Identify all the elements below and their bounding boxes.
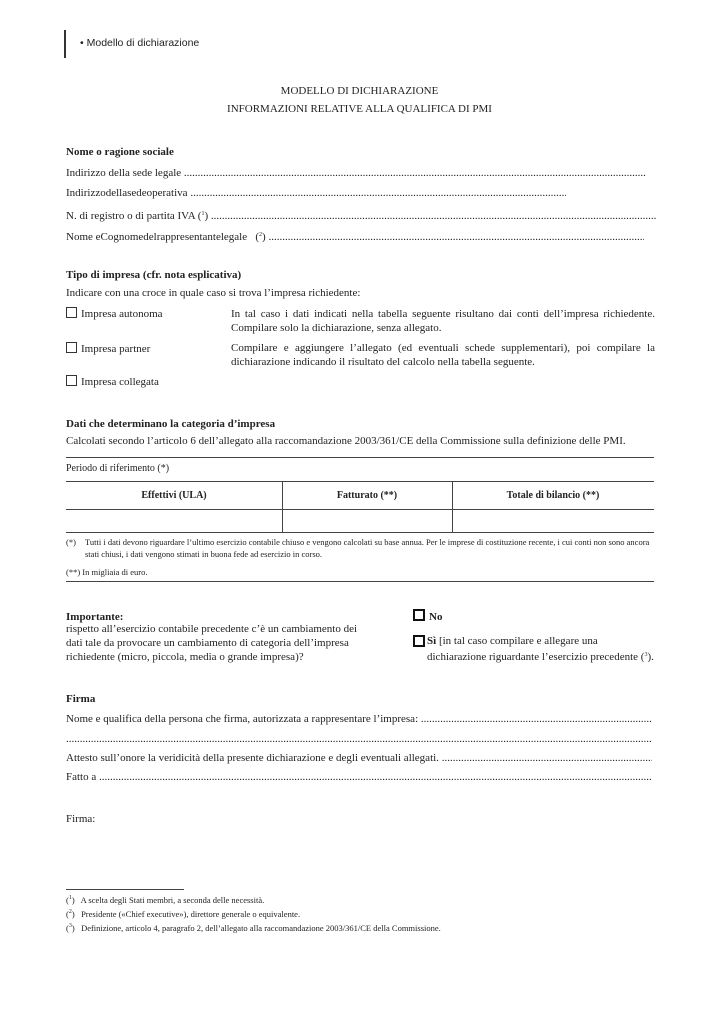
important-heading: Importante:: [66, 611, 124, 623]
header-rule: [64, 30, 66, 58]
footnote-2: ($^2$) Presidente («Chief executive»), direttore generale o equivalente.: [66, 909, 301, 919]
column-balance-sheet: Totale di bilancio (**): [506, 490, 600, 501]
column-employees: Effettivi (ULA): [141, 490, 207, 501]
company-name-heading: Nome o ragione sociale: [66, 146, 174, 158]
company-type-instruction: Indicare con una croce in quale caso si trova l’impresa richiedente:: [66, 287, 361, 299]
table-header-bottom: [66, 509, 654, 510]
option-partner-description: Compilare e aggiungere l’allegato (ed eventuali schede supplementari), poi compilare la dichiarazione indicando il risultato del calcolo nella tabella seguente.: [231, 342, 655, 368]
document-title: MODELLO DI DICHIARAZIONE INFORMAZIONI RELATIVE ALLA QUALIFICA DI PMI: [227, 85, 492, 115]
category-heading: Dati che determinano la categoria d’impresa: [66, 418, 276, 430]
operative-address-field[interactable]: Indirizzodellasedeoperativa .....: [66, 186, 566, 200]
note-thousands-euro: (**) In migliaia di euro.: [66, 567, 148, 577]
category-subheading: Calcolati secondo l’articolo 6 dell’allegato alla raccomandazione 2003/361/CE della Commissione sulla definizione delle PMI.: [66, 435, 626, 447]
checkbox-no[interactable]: [413, 609, 425, 621]
footnote-1: ($^1$) A scelta degli Stati membri, a seconda delle necessità.: [66, 895, 265, 905]
table-bottom-rule: [66, 532, 654, 533]
employees-value-field[interactable]: [68, 511, 280, 530]
footnote-list: [66, 892, 666, 934]
turnover-value-field[interactable]: [284, 511, 450, 530]
table-header-top: [66, 481, 654, 482]
place-date-field[interactable]: Fatto a .....: [66, 770, 652, 784]
signature-field[interactable]: Firma:: [66, 813, 96, 825]
option-partner[interactable]: Impresa partner: [66, 342, 150, 356]
note-annual-data: Tutti i dati devono riguardare l’ultimo esercizio contabile chiuso e vengono calcolati su base annua. Per le imprese di costituzione recente, i cui conti non sono ancora stati chiusi, i dati vengono stimati in buona fede ad esercizio in corso.: [85, 537, 650, 559]
section-label: • Modello di dichiarazione: [80, 37, 200, 49]
checkbox-yes[interactable]: [413, 635, 425, 647]
signer-name-field[interactable]: Nome e qualifica della persona che firma, autorizzata a rappresentare l’impresa: .....: [66, 712, 652, 726]
checkbox-autonomous[interactable]: [66, 307, 77, 318]
option-linked[interactable]: Impresa collegata: [66, 375, 159, 389]
legal-address-field[interactable]: Indirizzo della sede legale .....: [66, 166, 646, 180]
note-annual-data-marker: (*): [66, 537, 76, 547]
answer-no[interactable]: No: [413, 609, 442, 624]
reference-period: Periodo di riferimento (*): [66, 463, 170, 474]
attestation-field[interactable]: Attesto sull’onore la veridicità della presente dichiarazione e degli eventuali allegati. .....: [66, 751, 652, 765]
column-turnover: Fatturato (**): [336, 490, 398, 501]
option-autonomous[interactable]: Impresa autonoma: [66, 307, 163, 321]
signature-heading: Firma: [66, 693, 96, 705]
registry-number-field[interactable]: N. di registro o di partita IVA ($^1$) .....: [66, 207, 656, 223]
company-type-heading: Tipo di impresa (cfr. nota esplicativa): [66, 269, 242, 281]
table-top-rule: [66, 457, 654, 458]
footnote-rule: [66, 889, 184, 890]
footnote-3: ($^3$) Definizione, articolo 4, paragrafo 2, dell’allegato alla raccomandazione 2003/361/CE della Commissione.: [66, 923, 441, 933]
checkbox-partner[interactable]: [66, 342, 77, 353]
option-autonomous-description: In tal caso i dati indicati nella tabella seguente risultano dai conti dell’impresa richiedente. Compilare solo la dichiarazione, senza allegato.: [231, 308, 655, 334]
balance-sheet-value-field[interactable]: [454, 511, 652, 530]
notes-bottom-rule: [66, 581, 654, 582]
signer-name-continuation-field[interactable]: [66, 732, 652, 746]
checkbox-linked[interactable]: [66, 375, 77, 386]
legal-representative-field[interactable]: Nome eCognomedelrappresentantelegale ($^2$) .....: [66, 228, 644, 244]
important-question: rispetto all’esercizio contabile precedente c’è un cambiamento dei dati tale da provocare un cambiamento di categoria dell’impresa richiedente (micro, piccola, media o grande impresa)?: [66, 623, 358, 663]
answer-yes[interactable]: Sì [in tal caso compilare e allegare una dichiarazione riguardante l’esercizio precedente ($^3$).: [413, 634, 656, 664]
